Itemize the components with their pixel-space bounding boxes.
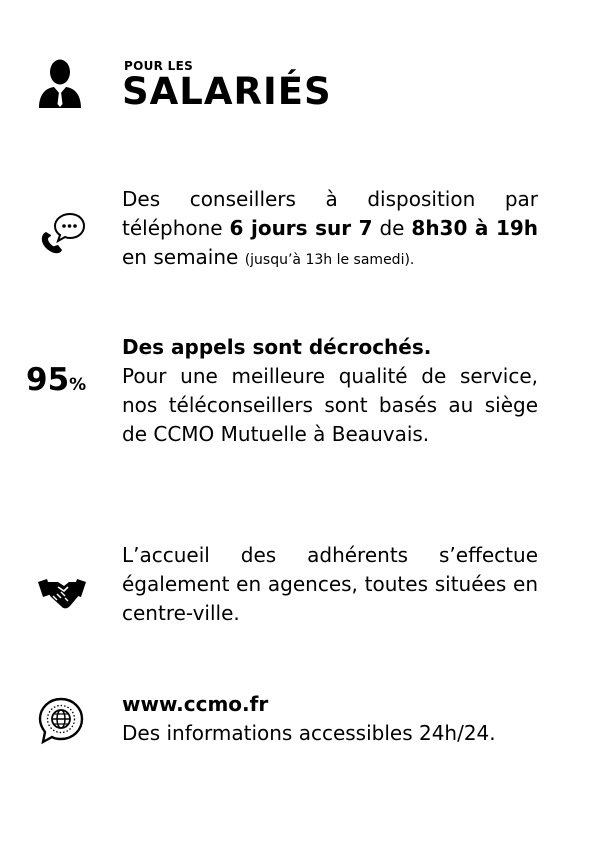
- website-link[interactable]: www.ccmo.fr: [122, 692, 269, 716]
- calls-heading: Des appels sont décrochés.: [122, 335, 432, 359]
- phone-info-text: [122, 185, 538, 275]
- agencies-text: L’accueil des adhérents s’effectue également en agences, toutes situées en centre-ville.: [122, 543, 538, 625]
- person-suit-icon: [38, 58, 82, 108]
- page-title: SALARIÉS: [122, 70, 332, 113]
- phone-chat-icon: [38, 212, 86, 256]
- phone-text-3: en semaine: [122, 245, 245, 269]
- phone-days: 6 jours sur 7: [229, 216, 373, 240]
- globe-chat-icon: [38, 697, 84, 745]
- handshake-icon: [38, 576, 86, 612]
- percent-sign: %: [69, 375, 87, 395]
- phone-text-1: Des conseillers à disposition par téléphone: [122, 187, 538, 240]
- percent-stat: [26, 362, 86, 398]
- phone-text-2: de: [372, 216, 412, 240]
- phone-saturday-note: (jusqu’à 13h le samedi).: [244, 252, 415, 268]
- phone-hours: 8h30 à 19h: [411, 216, 539, 240]
- percent-value: 95: [26, 362, 70, 398]
- website-text: Des informations accessibles 24h/24.: [122, 721, 496, 745]
- calls-text: Pour une meilleure qualité de service, nos téléconseillers sont basés au siège de CCMO Mutuelle à Beauvais.: [122, 364, 538, 446]
- pour-les-label: POUR LES: [124, 59, 194, 73]
